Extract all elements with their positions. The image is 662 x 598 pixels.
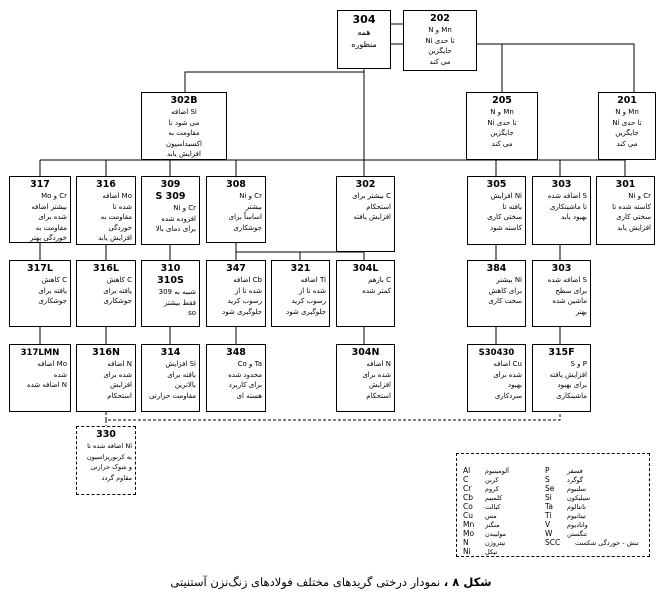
node-304N: 304N N اضافه شده برای افزایش استحکام [336,344,395,412]
node-384: 384 Ni بیشتر برای کاهش سخت کاری [467,260,526,327]
connector [185,69,364,92]
legend-item: V وانادیوم [545,520,588,529]
node-301: 301 Cr و Ni کاسته شده تا سختی کاری افزایش یابد [596,176,655,245]
node-303: 303 S اضافه شده تا ماشینکاری بهبود یابد [532,176,591,245]
node-317LMN: 317LMN Mo اضافه شده N اضافه شده [9,344,71,412]
node-304: 304 همه منظوره [337,10,391,69]
figure-caption: شکل ۸ ، نمودار درختی گریدهای مختلف فولادهای زنگ‌نزن آستنیتی [170,575,492,589]
legend-item: N نیتروژن [463,538,506,547]
legend-item: Cb کلمبیم [463,493,503,502]
element-legend [456,453,650,557]
legend-item: Ta تانتالوم [545,502,586,511]
legend-item: Ti تیتانیوم [545,511,586,520]
legend-item: C کربن [463,475,499,484]
node-309: 309 309 S Cr و Ni افزوده شده برای دمای بالا [141,176,200,245]
legend-item: Se سلنیوم [545,484,586,493]
node-317L: 317L C کاهش یافته برای جوشکاری [9,260,71,327]
dashed-connector [106,412,560,420]
legend-item: Cr کروم [463,484,499,493]
legend-column-left [463,466,509,556]
node-310: 310 310S شبیه به 309 فقط بیشتر so [141,260,200,327]
node-316L: 316L C کاهش یافته برای جوشکاری [76,260,136,327]
legend-item: Mo مولیبدن [463,529,506,538]
node-316: 316 Mo اضافه شده تا مقاومت به خوردگی افزایش یابد [76,176,136,245]
node-315F: 315F P و S افزایش یافته برای بهبود ماشینکاری [532,344,591,412]
legend-column-right [545,466,639,547]
node-316N: 316N N اضافه شده برای افزایش استحکام [76,344,136,412]
legend-item: Cu مس [463,511,497,520]
node-347: 347 Cb اضافه شده تا از رسوب کرید جلوگیری شود [206,260,266,327]
node-305: 305 Ni افزایش یافته تا سختی کاری کاسته شود [467,176,526,245]
node-205: 205 Mn و N تا حدی Ni جایگزین می کند [466,92,538,160]
node-303Se: 303 S اضافه شده برای سطح ماشین شده بهتر [532,260,591,327]
node-304L: 304L C بازهم کمتر شده [336,260,395,327]
node-202: 202 Mn و N تا حدی Ni جایگزین می کند [403,10,477,71]
legend-item: Mn منگنز [463,520,500,529]
node-330: 330 Ni اضافه شده تا به کربوریزاسیون و شوک حرارتی مقاوم گردد [76,426,136,495]
legend-item: Al آلومینیوم [463,466,509,475]
node-314: 314 Si افزایش یافته برای بالاترین مقاومت حرارتی [141,344,200,412]
node-302B: 302B Si اضافه می شود تا مقاومت به اکسیداسیون افزایش یابد [141,92,227,160]
node-348: 348 Ta و Co محدود شده برای کاربرد هسته ای [206,344,266,412]
node-321: 321 Ti اضافه شده تا از رسوب کرید جلوگیری شود [271,260,330,327]
legend-item: W تنگستن [545,529,588,538]
legend-item: P فسفر [545,466,583,475]
node-201: 201 Mn و N تا حدی Ni جایگزین می کند [598,92,656,160]
node-317: 317 Cr و Mo بیشتر اضافه شده برای مقاومت به خوردگی بهتر [9,176,71,243]
legend-item: Si سیلیکون [545,493,591,502]
node-302: 302 C بیشتر برای استحکام افزایش یافته [336,176,395,252]
legend-item: Ni نیکل [463,547,498,556]
legend-item: SCC تنش - خوردگی شکست [545,538,639,547]
node-S30430: S30430 Cu اضافه شده برای بهبود سردکاری [467,344,526,412]
legend-item: Co کبالت [463,502,501,511]
node-308: 308 Cr و Ni بیشتر اساساً برای جوشکاری [206,176,266,243]
legend-item: S گوگرد [545,475,584,484]
